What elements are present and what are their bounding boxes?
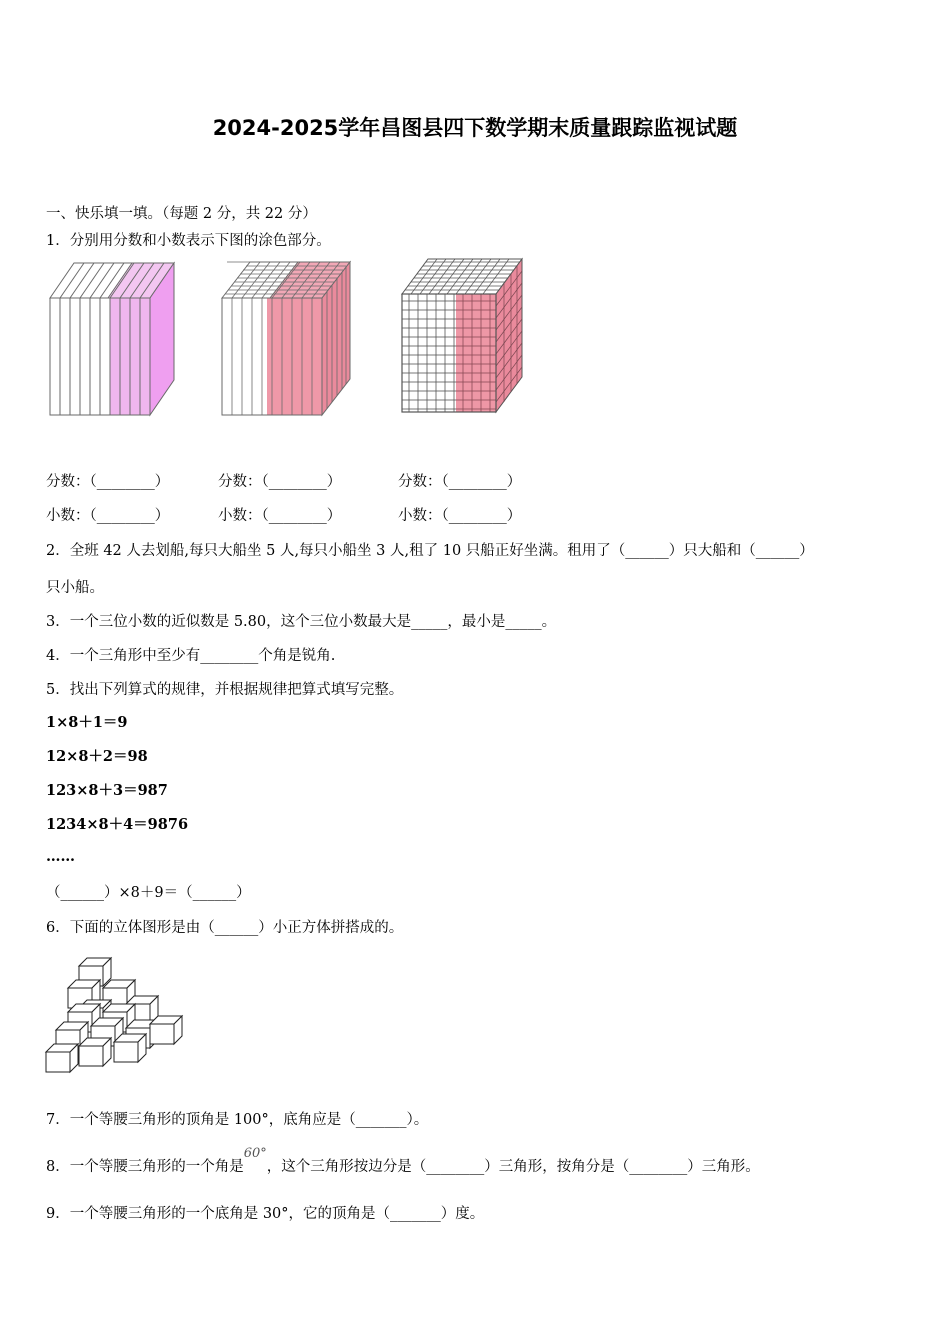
decimal-answer-2[interactable]: 小数：（________） — [218, 508, 342, 524]
equation-blank: （______）×8＋9＝（______） — [46, 885, 251, 901]
decimal-answer-3[interactable]: 小数：（________） — [398, 508, 522, 524]
equation-ellipsis: …… — [46, 848, 75, 865]
fraction-answer-2[interactable]: 分数：（________） — [218, 474, 342, 490]
question-8-end: ，这个三角形按边分是（________）三角形，按角分是（________）三角形。 — [266, 1159, 760, 1175]
page-title: 2024-2025学年昌图县四下数学期末质量跟踪监视试题 — [212, 116, 738, 140]
question-1: 1．分别用分数和小数表示下图的涂色部分。 — [46, 233, 331, 249]
hundredths-cube-figure — [220, 258, 354, 420]
question-6: 6．下面的立体图形是由（______）小正方体拼搭成的。 — [46, 920, 404, 936]
section-heading: 一、快乐填一填。（每题 2 分，共 22 分） — [46, 206, 317, 222]
equation-1: 1×8＋1＝9 — [46, 714, 128, 731]
decimal-answer-1[interactable]: 小数：（________） — [46, 508, 170, 524]
question-7: 7．一个等腰三角形的顶角是 100°，底角应是（_______）。 — [46, 1112, 429, 1128]
angle-60-label: 60° — [243, 1146, 267, 1161]
question-3: 3．一个三位小数的近似数是 5.80，这个三位小数最大是_____，最小是_____。 — [46, 614, 557, 630]
tenths-cube-figure — [48, 258, 178, 420]
equation-2: 12×8＋2＝98 — [46, 748, 148, 765]
question-4: 4．一个三角形中至少有________个角是锐角. — [46, 648, 336, 664]
grid-cube-figure — [400, 256, 526, 418]
equation-4: 1234×8＋4＝9876 — [46, 816, 189, 833]
question-8-start: 8．一个等腰三角形的一个角是 — [46, 1159, 244, 1175]
fraction-answer-1[interactable]: 分数：（________） — [46, 474, 170, 490]
stacked-cubes-figure — [44, 956, 190, 1078]
fraction-answer-3[interactable]: 分数：（________） — [398, 474, 522, 490]
question-5: 5．找出下列算式的规律，并根据规律把算式填写完整。 — [46, 682, 404, 698]
question-9: 9．一个等腰三角形的一个底角是 30°，它的顶角是（_______）度。 — [46, 1206, 485, 1222]
question-2: 2．全班 42 人去划船,每只大船坐 5 人,每只小船坐 3 人,租了 10 只船正好坐满。租用了（______）只大船和（______） — [46, 543, 814, 559]
question-2-continued: 只小船。 — [46, 580, 104, 596]
equation-3: 123×8＋3＝987 — [46, 782, 168, 799]
question-8 — [46, 1146, 760, 1176]
